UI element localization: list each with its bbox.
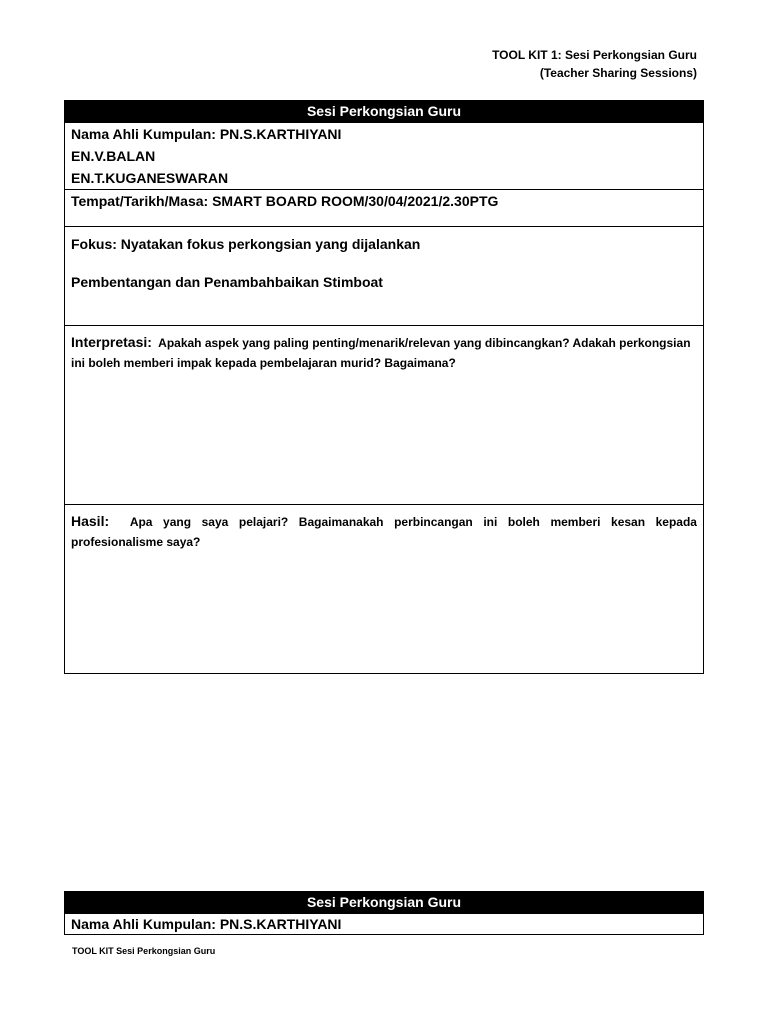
- place-date-time-cell: [65, 189, 703, 226]
- group-members-cell: [65, 122, 703, 189]
- group-members-cell-2: [65, 913, 703, 934]
- interpretation-question: Apakah aspek yang paling penting/menarik/relevan yang dibincangkan? Adakah perkongsian ini boleh memberi impak kepada pembelajaran murid? Bagaimana?: [71, 336, 691, 370]
- result-label: Hasil:: [71, 513, 110, 529]
- group-member-1: Nama Ahli Kumpulan: PN.S.KARTHIYANI: [71, 126, 342, 142]
- group-member-2: EN.V.BALAN: [71, 148, 156, 164]
- interpretation-label: Interpretasi:: [71, 334, 152, 350]
- place-date-time: Tempat/Tarikh/Masa: SMART BOARD ROOM/30/04/2021/2.30PTG: [71, 193, 499, 209]
- focus-prompt: Fokus: Nyatakan fokus perkongsian yang dijalankan: [71, 236, 421, 252]
- group-member-1-form2: Nama Ahli Kumpulan: PN.S.KARTHIYANI: [71, 916, 342, 932]
- page-header: [492, 46, 697, 82]
- header-subtitle: (Teacher Sharing Sessions): [539, 66, 697, 80]
- header-title: TOOL KIT 1: Sesi Perkongsian Guru: [492, 48, 697, 62]
- focus-answer: Pembentangan dan Penambahbaikan Stimboat: [71, 274, 383, 290]
- form-title: Sesi Perkongsian Guru: [65, 101, 703, 122]
- sharing-session-form: [64, 100, 704, 674]
- result-cell: [65, 504, 703, 673]
- group-member-3: EN.T.KUGANESWARAN: [71, 170, 229, 186]
- result-question: Apa yang saya pelajari? Bagaimanakah perbincangan ini boleh memberi kesan kepada profesionalisme saya?: [71, 515, 697, 549]
- footer-note: TOOL KIT Sesi Perkongsian Guru: [72, 946, 216, 956]
- form-title-2: Sesi Perkongsian Guru: [65, 892, 703, 913]
- interpretation-cell: [65, 325, 703, 504]
- sharing-session-form-2: [64, 891, 704, 935]
- focus-cell: [65, 226, 703, 325]
